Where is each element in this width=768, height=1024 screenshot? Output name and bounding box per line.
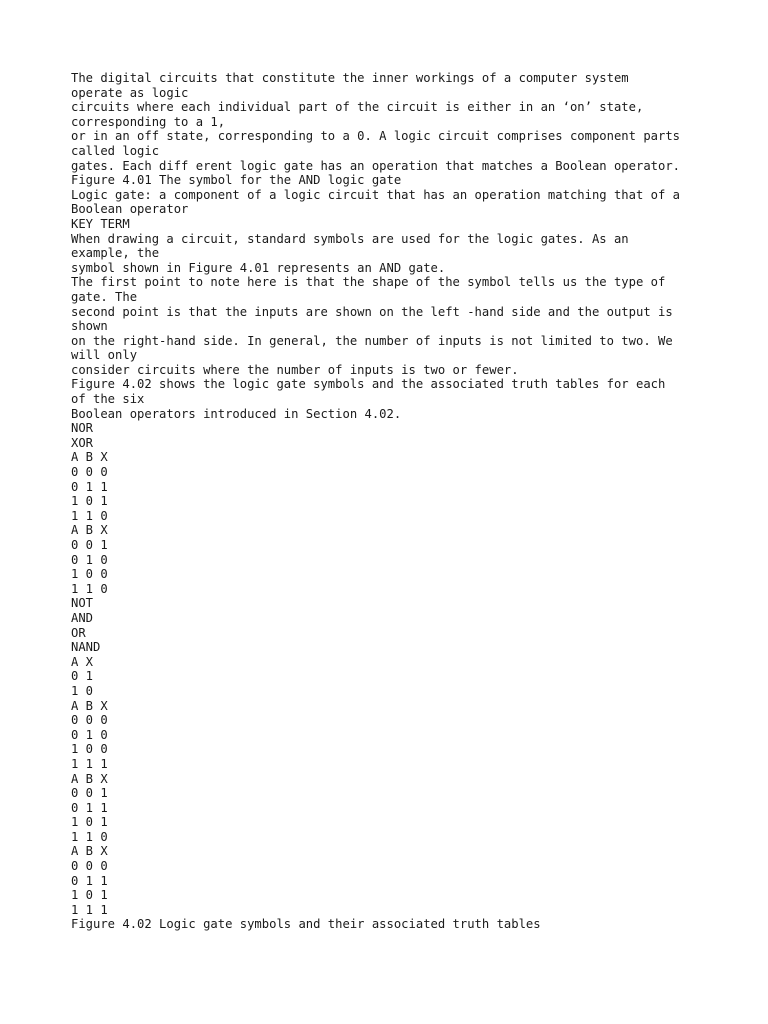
text-line: 1 1 1: [71, 756, 108, 771]
text-line: 1 0 1: [71, 888, 108, 903]
text-line: 0 0 0: [71, 859, 108, 874]
text-line: A B X: [71, 523, 108, 538]
text-line: 0 1: [71, 669, 94, 684]
text-line: 1 1 1: [71, 902, 108, 917]
text-line: called logic: [71, 143, 160, 158]
text-line: will only: [71, 348, 138, 363]
text-line: AND: [71, 610, 94, 625]
text-line: 1 0 0: [71, 567, 108, 582]
text-line: A B X: [71, 844, 108, 859]
text-line: The first point to note here is that the shape of the symbol tells us the type of: [71, 275, 666, 290]
text-line: The digital circuits that constitute the inner workings of a computer system: [71, 71, 629, 85]
text-line: A X: [71, 654, 94, 669]
text-line: 0 1 1: [71, 800, 108, 815]
text-line: second point is that the inputs are shown on the left -hand side and the output is: [71, 304, 673, 319]
text-line: of the six: [71, 392, 145, 407]
text-line: XOR: [71, 435, 94, 450]
text-line: gates. Each diff erent logic gate has an operation that matches a Boolean operator.: [71, 158, 681, 173]
text-line: 1 1 0: [71, 508, 108, 523]
text-line: Boolean operators introduced in Section 4.02.: [71, 406, 402, 421]
text-line: 1 0: [71, 683, 94, 698]
text-line: shown: [71, 319, 108, 334]
text-line: Figure 4.02 shows the logic gate symbols and the associated truth tables for each: [71, 377, 666, 392]
text-line: 1 1 0: [71, 581, 108, 596]
text-line: Logic gate: a component of a logic circuit that has an operation matching that of a: [71, 187, 681, 202]
document-text: [71, 71, 711, 932]
text-line: 0 0 0: [71, 465, 108, 480]
text-line: 0 1 1: [71, 873, 108, 888]
text-line: When drawing a circuit, standard symbols are used for the logic gates. As an: [71, 231, 629, 246]
text-line: Figure 4.01 The symbol for the AND logic gate: [71, 173, 402, 188]
text-line: A B X: [71, 450, 108, 465]
text-line: A B X: [71, 771, 108, 786]
text-line: 0 0 0: [71, 713, 108, 728]
text-line: 1 0 1: [71, 815, 108, 830]
text-line: 0 0 1: [71, 538, 108, 552]
text-line: consider circuits where the number of inputs is two or fewer.: [71, 362, 519, 377]
text-line: NOR: [71, 421, 94, 436]
text-line: 0 1 1: [71, 479, 108, 494]
text-line: NAND: [71, 640, 101, 655]
text-line: NOT: [71, 596, 94, 611]
text-line: on the right-hand side. In general, the number of inputs is not limited to two. We: [71, 333, 673, 348]
text-line: KEY TERM: [71, 216, 130, 231]
text-line: operate as logic: [71, 85, 189, 100]
text-line: example, the: [71, 246, 160, 261]
text-line: or in an off state, corresponding to a 0. A logic circuit comprises component parts: [71, 129, 681, 144]
text-line: OR: [71, 625, 86, 640]
text-line: 0 0 1: [71, 786, 108, 801]
text-line: 1 1 0: [71, 829, 108, 844]
text-line: 0 1 0: [71, 552, 108, 567]
text-line: circuits where each individual part of the circuit is either in an ‘on’ state,: [71, 100, 644, 115]
text-line: 1 0 0: [71, 742, 108, 757]
text-line: 1 0 1: [71, 494, 108, 509]
text-line: symbol shown in Figure 4.01 represents an AND gate.: [71, 260, 446, 275]
text-line: 0 1 0: [71, 727, 108, 742]
text-line: Boolean operator: [71, 202, 189, 217]
text-line: A B X: [71, 698, 108, 713]
text-line: corresponding to a 1,: [71, 114, 226, 129]
text-line: Figure 4.02 Logic gate symbols and their associated truth tables: [71, 917, 541, 932]
text-line: gate. The: [71, 289, 138, 304]
